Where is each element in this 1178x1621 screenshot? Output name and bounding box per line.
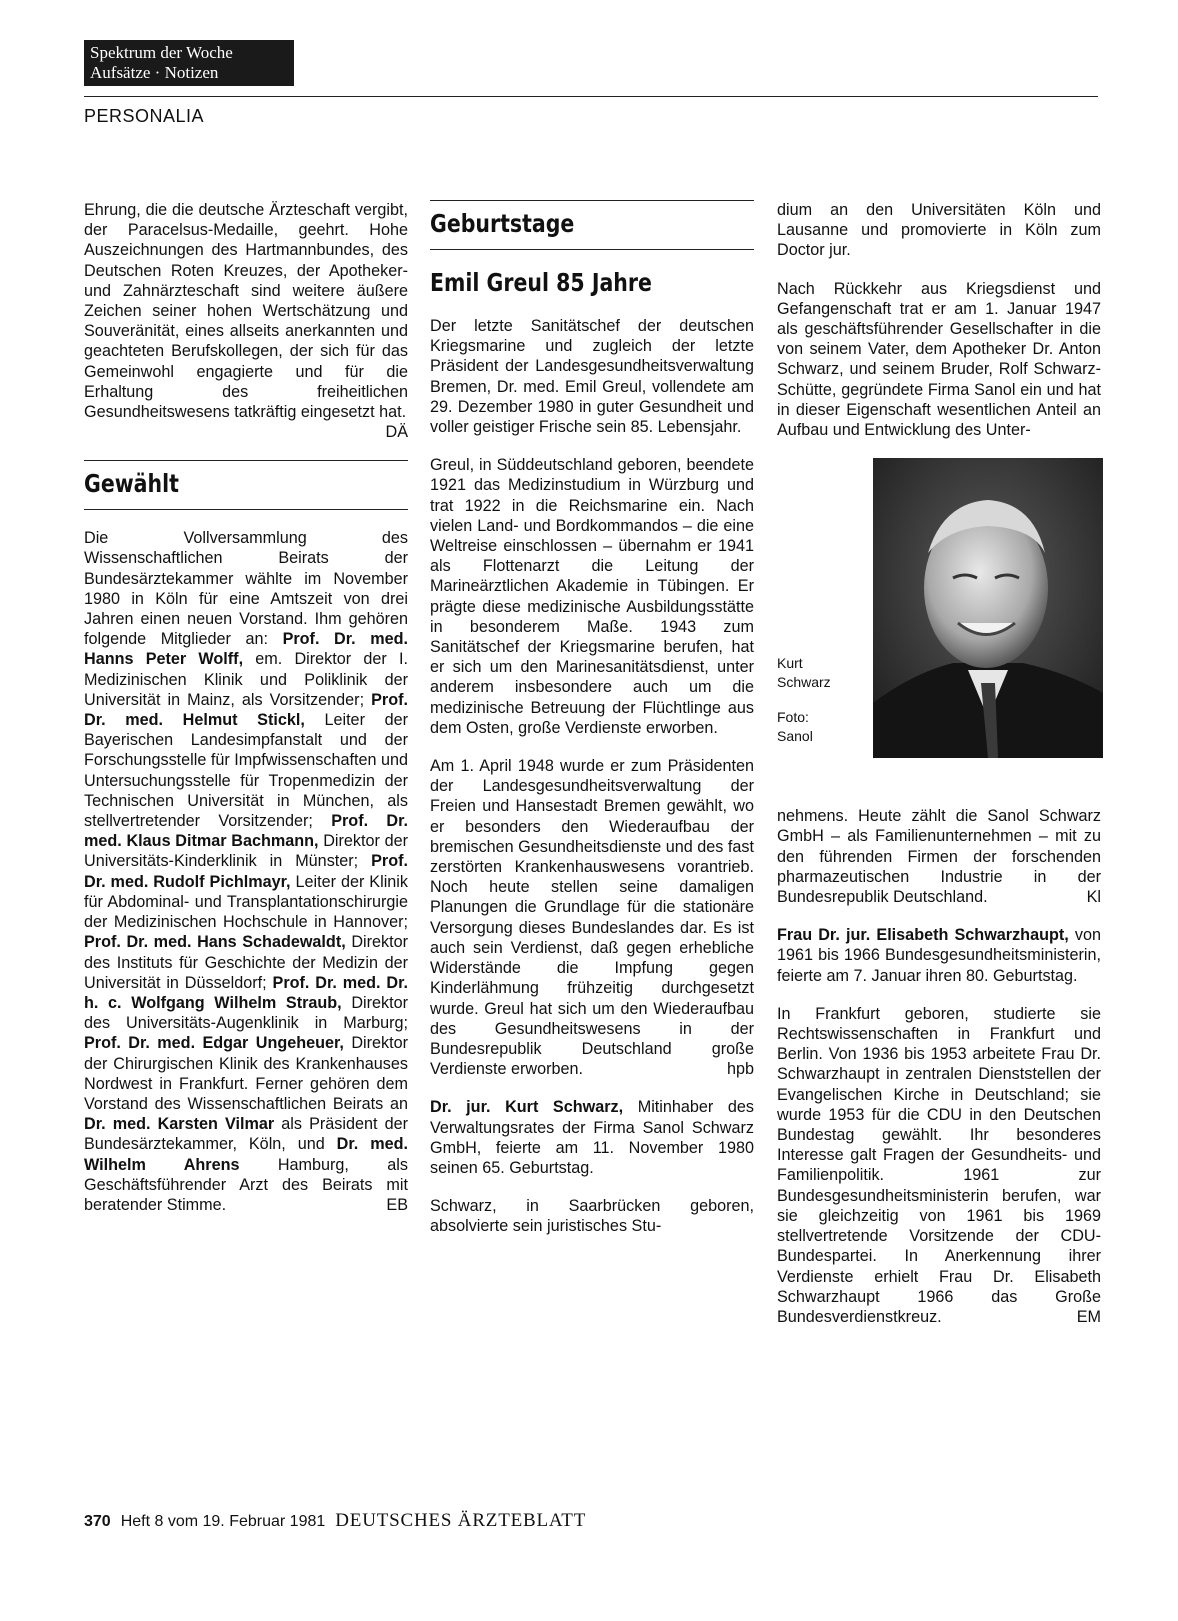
paragraph-vorstand: Die Vollversammlung des Wissenschaftlichen Beirats der Bundesärztekammer wählte im November 1980 in Köln für eine Amtszeit von drei Jahren einen neuen Vorstand. Ihm gehören folgende Mitglieder an: Prof. Dr. med. Hanns Peter Wolff, em. Direktor der I. Medizinischen Klinik und Poliklinik der Universität in Mainz, als Vorsitzender; Prof. Dr. med. Helmut Stickl, Leiter der Bayerischen Landesimpfanstalt und der Forschungsstelle für Impfwissenschaften und Untersuchungsstelle für Tropenmedizin der Technischen Universität in München, als stellvertretender Vorsitzender; Prof. Dr. med. Klaus Ditmar Bachmann, Direktor der Universitäts-Kinderklinik in Münster; Prof. Dr. med. Rudolf Pichlmayr, Leiter der Klinik für Abdominal- und Transplantationschirurgie der Medizinischen Hochschule in Hannover; Prof. Dr. med. Hans Schadewaldt, Direktor des Instituts für Geschichte der Medizin der Universität in Düsseldorf; Prof. Dr. med. Dr. h. c. Wolfgang Wilhelm Straub, Direktor des Universitäts-Augenklinik in Marburg; Prof. Dr. med. Edgar Ungeheuer, Direktor der Chirurgischen Klinik des Krankenhauses Nordwest in Frankfurt. Ferner gehören dem Vorstand des Wissenschaftlichen Beirats an Dr. med. Karsten Vilmar als Präsident der Bundesärztekammer, Köln, und Dr. med. Wilhelm Ahrens Hamburg, als Geschäftsführender Arzt des Beirats mit beratender Stimme. EB [84,529,408,1214]
paragraph-schwarz-3: dium an den Universitäten Köln und Lausanne und promovierte in Köln zum Doctor jur. [777,201,1101,260]
paragraph-greul-1: Der letzte Sanitätschef der deutschen Kriegsmarine und zugleich der letzte Präsident der Landesgesundheitsverwaltung Bremen, Dr. med. Emil Greul, vollendete am 29. Dezember 1980 in guter Gesundheit und voller geistiger Frische sein 85. Lebensjahr. [430,317,754,437]
section-rule [84,460,408,461]
section-rule [84,509,408,510]
photo-credit: Foto: [777,709,809,726]
paragraph-greul-3: Am 1. April 1948 wurde er zum Präsidenten der Landesgesundheitsverwaltung der Freien und Hansestadt Bremen gewählt, wo er besonders den Wiederaufbau der bremischen Gesundheitsdienste und des fast zerstörten Krankenhauswesens vorantrieb. Noch heute stellen seine damaligen Planungen die Grundlage für die stationäre Versorgung dieses Bundeslandes dar. Es ist auch sein Verdienst, daß gegen erhebliche Widerstände die Impfung gegen Kinderlähmung frühzeitig durchgesetzt wurde. Greul hat sich um den Wiederaufbau des Gesundheitswesens in der Bundesrepublik Deutschland große Verdienste erworben. hpb [430,757,754,1079]
heading-emil-greul: Emil Greul 85 Jahre [430,268,652,297]
portrait-figure [777,458,1101,788]
photo-credit-source: Sanol [777,728,813,745]
author-signature: Kl [1086,888,1101,907]
paragraph-schwarzhaupt-2: In Frankfurt geboren, studierte sie Rechtswissenschaften in Frankfurt und Berlin. Von 1936 bis 1953 arbeitete Frau Dr. Schwarzhaupt in zentralen Dienststellen der Evangelischen Kirche in Deutschland; sie wurde 1953 für die CDU in den Deutschen Bundestag gewählt. Ihr besonderes Interesse galt Fragen der Gesundheits- und Familienpolitik. 1961 zur Bundesgesundheitsministerin berufen, war sie gleichzeitig von 1961 bis 1969 stellvertretende Vorsitzende der CDU-Bundespartei. In Anerkennung ihrer Verdienste erhielt Frau Dr. Elisabeth Schwarzhaupt 1966 das Große Bundesverdienstkreuz. EM [777,1004,1101,1326]
paragraph-greul-2: Greul, in Süddeutschland geboren, beendete 1921 das Medizinstudium in Würzburg und trat 1922 in die Reichsmarine ein. Nach vielen Land- und Bordkommandos – die eine Weltreise einschlossen – übernahm er 1941 als Flottenarzt die Leitung der Marineärztlichen Akademie in Tübingen. Er prägte diese medizinische Ausbildungsstätte in besonderem Maße. 1943 zum Sanitätschef der Kriegsmarine berufen, hat er sich um den Marinesanitätsdienst, unter anderem insbesondere auch um die medizinische Betreuung der Flüchtlinge aus dem Osten, große Verdienste erworben. [430,456,754,737]
section-rule [430,249,754,250]
heading-geburtstage: Geburtstage [430,209,575,238]
issue-info: Heft 8 vom 19. Februar 1981 [120,1513,326,1530]
paragraph-schwarz-1: Dr. jur. Kurt Schwarz, Mitinhaber des Verwaltungsrates der Firma Sanol Schwarz GmbH, feierte am 11. November 1980 seinen 65. Geburtstag. [430,1098,754,1177]
paragraph-schwarzhaupt-1: Frau Dr. jur. Elisabeth Schwarzhaupt, von 1961 bis 1966 Bundesgesundheitsministerin, feierte am 7. Januar ihren 80. Geburtstag. [777,926,1101,985]
author-signature: EM [1076,1307,1101,1326]
paragraph-schwarz-5: nehmens. Heute zählt die Sanol Schwarz GmbH – als Familienunternehmen – mit zu den führenden Firmen der forschenden pharmazeutischen Industrie in der Bundesrepublik Deutschland. Kl [777,807,1101,907]
author-signature: hpb [726,1060,754,1079]
portrait-image-icon [873,458,1103,758]
author-signature: EB [386,1195,408,1214]
heading-gewaehlt: Gewählt [84,469,179,499]
journal-name: DEUTSCHES ÄRZTEBLATT [335,1510,587,1531]
paragraph-schwarz-4: Nach Rückkehr aus Kriegsdienst und Gefangenschaft trat er am 1. Januar 1947 als geschäftsführender Gesellschafter in die von seinem Vater, dem Apotheker Dr. Anton Schwarz, und seinem Bruder, Rolf Schwarz-Schütte, gegründete Firma Sanol ein und hat in dieser Eigenschaft wesentlichen Anteil an Aufbau und Entwicklung des Unter- [777,279,1101,440]
section-title: PERSONALIA [84,106,205,126]
author-signature: DÄ [385,423,408,442]
page-number: 370 [84,1513,111,1530]
section-label-line1: Spektrum der Woche [90,43,233,62]
paragraph-ehrung: Ehrung, die die deutsche Ärzteschaft vergibt, der Paracelsus-Medaille, geehrt. Hohe Auszeichnungen des Hartmannbundes, des Deutschen Roten Kreuzes, der Apotheker- und Zahnärzteschaft sind weitere äußere Zeichen seiner hohen Wertschätzung und Souveränität, eines allseits anerkannten und geachteten Berufskollegen, der sich für das Gemeinwohl engagierte und für die Erhaltung des freiheitlichen Gesundheitswesens tatkräftig eingesetzt hat. DÄ [84,201,408,442]
column-3 [777,200,1101,1345]
portrait-photo [873,458,1103,758]
column-2 [430,200,754,1255]
page-footer [84,1510,586,1532]
section-rule [430,200,754,201]
column-1 [84,200,408,1233]
portrait-caption: Kurt Schwarz Foto: Sanol [777,655,831,745]
section-label-line2: Aufsätze · Notizen [90,63,219,82]
section-label-box [84,40,294,86]
paragraph-schwarz-2: Schwarz, in Saarbrücken geboren, absolvierte sein juristisches Stu- [430,1197,754,1236]
header-rule [84,96,1098,97]
